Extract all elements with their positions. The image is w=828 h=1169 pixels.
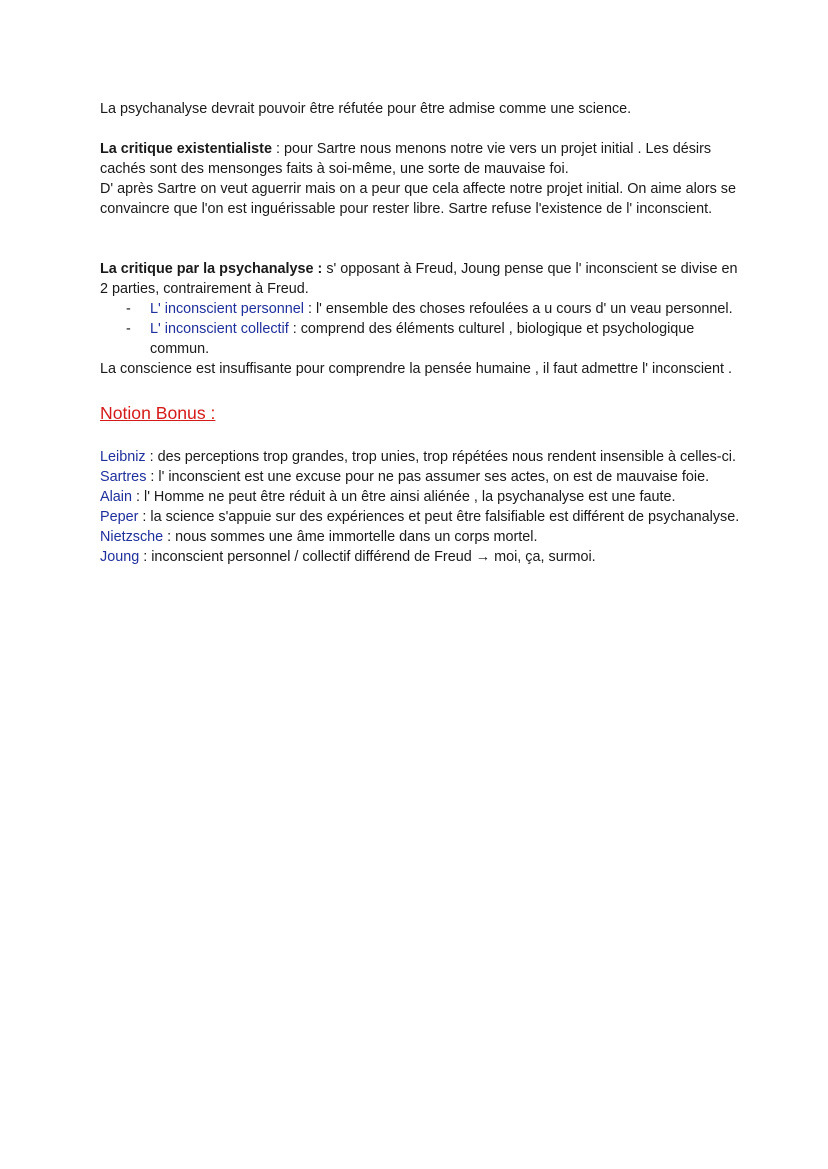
list-term: L' inconscient personnel — [150, 301, 304, 317]
dash-bullet: - — [126, 321, 131, 337]
philosopher-name: Sartres — [100, 469, 147, 485]
intro-paragraph: La psychanalyse devrait pouvoir être réfutée pour être admise comme une science. — [100, 101, 632, 117]
dash-bullet: - — [126, 301, 131, 317]
bonus-entry-text: : inconscient personnel / collectif différend de Freud → moi, ça, surmoi. — [139, 549, 596, 565]
list-term: L' inconscient collectif — [150, 321, 289, 337]
existentialist-text: : pour Sartre nous menons notre vie vers un projet initial . Les désirs cachés sont des mensonges faits à soi-même, une sorte de mauvaise foi. — [100, 141, 712, 177]
unconscious-list — [100, 299, 740, 359]
list-text: : l' ensemble des choses refoulées a u cours d' un veau personnel. — [303, 301, 733, 317]
bonus-entry — [100, 487, 740, 507]
bonus-entry — [100, 547, 740, 567]
philosopher-name: Joung — [100, 549, 140, 565]
philosopher-name: Nietzsche — [100, 529, 164, 545]
list-item — [100, 299, 740, 319]
existentialist-paragraph-2: D' après Sartre on veut aguerrir mais on a peur que cela affecte notre projet initial. On aime alors se convaincre que l'on est inguérissable pour rester libre. Sartre refuse l'existence de l' inconscient. — [100, 181, 736, 217]
bonus-entry — [100, 507, 740, 527]
bonus-list — [100, 447, 740, 567]
bonus-entry-text: : nous sommes une âme immortelle dans un corps mortel. — [163, 529, 538, 545]
list-text: : comprend des éléments culturel , biologique et psychologique commun. — [150, 321, 695, 357]
philosopher-name: Peper — [100, 509, 139, 525]
philosopher-name: Alain — [100, 489, 132, 505]
psychanalysis-paragraph — [100, 259, 740, 299]
philosopher-name: Leibniz — [100, 449, 146, 465]
bonus-entry-text: : la science s'appuie sur des expériences et peut être falsifiable est différent de psychanalyse. — [138, 509, 740, 525]
psychanalysis-heading: La critique par la psychanalyse : — [100, 261, 323, 277]
bonus-entry-text: : des perceptions trop grandes, trop unies, trop répétées nous rendent insensible à celles-ci. — [145, 449, 736, 465]
bonus-title: Notion Bonus : — [100, 403, 216, 423]
conclusion-paragraph: La conscience est insuffisante pour comprendre la pensée humaine , il faut admettre l' inconscient . — [100, 361, 733, 377]
document-page — [100, 99, 740, 567]
existentialist-paragraph — [100, 139, 740, 179]
bonus-entry — [100, 447, 740, 467]
bonus-entry — [100, 527, 740, 547]
bonus-entry — [100, 467, 740, 487]
psychanalysis-text: s' opposant à Freud, Joung pense que l' inconscient se divise en 2 parties, contrairement à Freud. — [100, 261, 738, 297]
bonus-entry-text: : l' inconscient est une excuse pour ne pas assumer ses actes, on est de mauvaise foie. — [146, 469, 710, 485]
bonus-entry-text: : l' Homme ne peut être réduit à un être ainsi aliénée , la psychanalyse est une faute. — [132, 489, 676, 505]
existentialist-heading: La critique existentialiste — [100, 141, 272, 157]
list-item — [100, 319, 740, 359]
